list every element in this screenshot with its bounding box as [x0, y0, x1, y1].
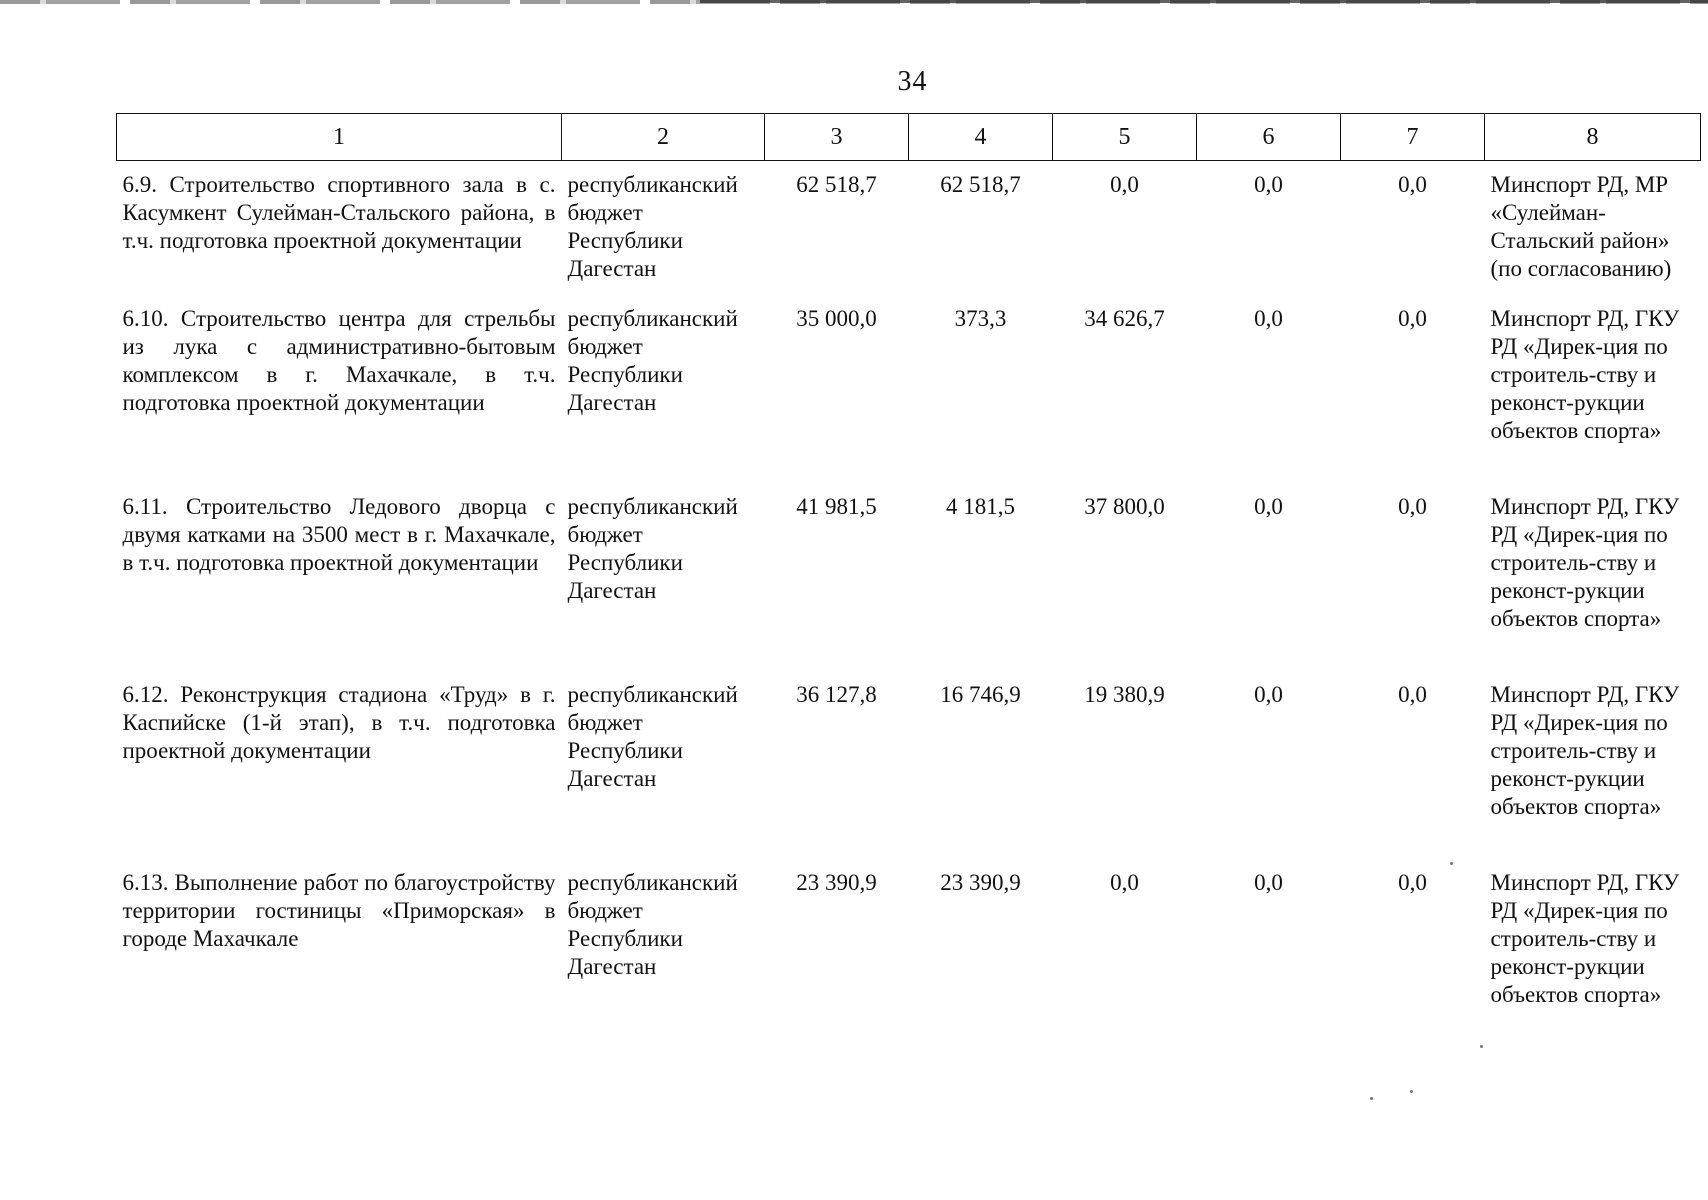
row-executor: Минспорт РД, ГКУ РД «Дирек-ция по строитель-ству и реконст-рукции объектов спорта»	[1490, 682, 1680, 819]
row-value-6: 0,0	[1254, 306, 1283, 331]
row-executor: Минспорт РД, ГКУ РД «Дирек-ция по строитель-ству и реконст-рукции объектов спорта»	[1490, 494, 1680, 631]
row-value-6: 0,0	[1254, 870, 1283, 895]
row-value-5: 0,0	[1110, 172, 1139, 197]
row-value-4: 373,3	[954, 306, 1007, 331]
row-source: республиканский бюджет Республики Дагестан	[567, 870, 738, 979]
row-value-6: 0,0	[1254, 494, 1283, 519]
scan-speck	[1370, 1097, 1373, 1100]
row-source: республиканский бюджет Республики Дагестан	[567, 494, 738, 603]
row-value-3: 62 518,7	[796, 172, 877, 197]
table-row	[117, 859, 1701, 1069]
row-executor: Минспорт РД, ГКУ РД «Дирек-ция по строитель-ству и реконст-рукции объектов спорта»	[1490, 870, 1680, 1007]
row-executor: Минспорт РД, ГКУ РД «Дирек-ция по строитель-ству и реконст-рукции объектов спорта»	[1490, 306, 1680, 443]
row-value-3: 23 390,9	[796, 870, 877, 895]
row-executor: Минспорт РД, МР «Сулейман-Стальский район» (по согласованию)	[1490, 172, 1672, 281]
row-value-3: 36 127,8	[796, 682, 877, 707]
col-header-5: 5	[1053, 114, 1197, 161]
row-value-5: 19 380,9	[1084, 682, 1165, 707]
row-value-7: 0,0	[1398, 870, 1427, 895]
table-row	[117, 483, 1701, 671]
col-header-6: 6	[1197, 114, 1341, 161]
table-row	[117, 161, 1701, 296]
row-value-4: 4 181,5	[946, 494, 1015, 519]
row-value-4: 23 390,9	[940, 870, 1021, 895]
row-value-5: 37 800,0	[1084, 494, 1165, 519]
program-table	[116, 113, 1701, 1069]
row-value-6: 0,0	[1254, 682, 1283, 707]
scan-speck	[1480, 1045, 1483, 1048]
row-name: 6.12. Реконструкция стадиона «Труд» в г. Каспийске (1-й этап), в т.ч. подготовка проектной документации	[122, 682, 556, 763]
row-value-5: 34 626,7	[1084, 306, 1165, 331]
col-header-4: 4	[909, 114, 1053, 161]
row-name: 6.10. Строительство центра для стрельбы из лука с административно-бытовым комплексом в г. Махачкале, в т.ч. подготовка проектной документации	[122, 306, 556, 415]
col-header-3: 3	[765, 114, 909, 161]
page-number: 34	[897, 66, 928, 97]
row-value-7: 0,0	[1398, 494, 1427, 519]
row-value-4: 62 518,7	[940, 172, 1021, 197]
scan-speck	[1450, 862, 1453, 865]
col-header-7: 7	[1341, 114, 1485, 161]
row-value-7: 0,0	[1398, 172, 1427, 197]
table-row	[117, 671, 1701, 859]
row-value-3: 41 981,5	[796, 494, 877, 519]
row-source: республиканский бюджет Республики Дагестан	[567, 306, 738, 415]
row-value-6: 0,0	[1254, 172, 1283, 197]
row-value-4: 16 746,9	[940, 682, 1021, 707]
row-source: республиканский бюджет Республики Дагестан	[567, 682, 738, 791]
col-header-2: 2	[562, 114, 765, 161]
row-value-7: 0,0	[1398, 682, 1427, 707]
row-value-5: 0,0	[1110, 870, 1139, 895]
col-header-1: 1	[117, 114, 562, 161]
row-value-7: 0,0	[1398, 306, 1427, 331]
column-number-row	[117, 114, 1701, 161]
row-name: 6.13. Выполнение работ по благоустройству территории гостиницы «Приморская» в городе Махачкале	[122, 870, 556, 951]
scan-speck	[1410, 1090, 1413, 1093]
row-source: республиканский бюджет Республики Дагестан	[567, 172, 738, 281]
col-header-8: 8	[1485, 114, 1701, 161]
row-name: 6.11. Строительство Ледового дворца с двумя катками на 3500 мест в г. Махачкале, в т.ч. подготовка проектной документации	[122, 494, 556, 575]
row-value-3: 35 000,0	[796, 306, 877, 331]
row-name: 6.9. Строительство спортивного зала в с. Касумкент Сулейман-Стальского района, в т.ч. подготовка проектной документации	[122, 172, 556, 253]
scan-edge-line	[700, 0, 1708, 3]
table-row	[117, 295, 1701, 483]
